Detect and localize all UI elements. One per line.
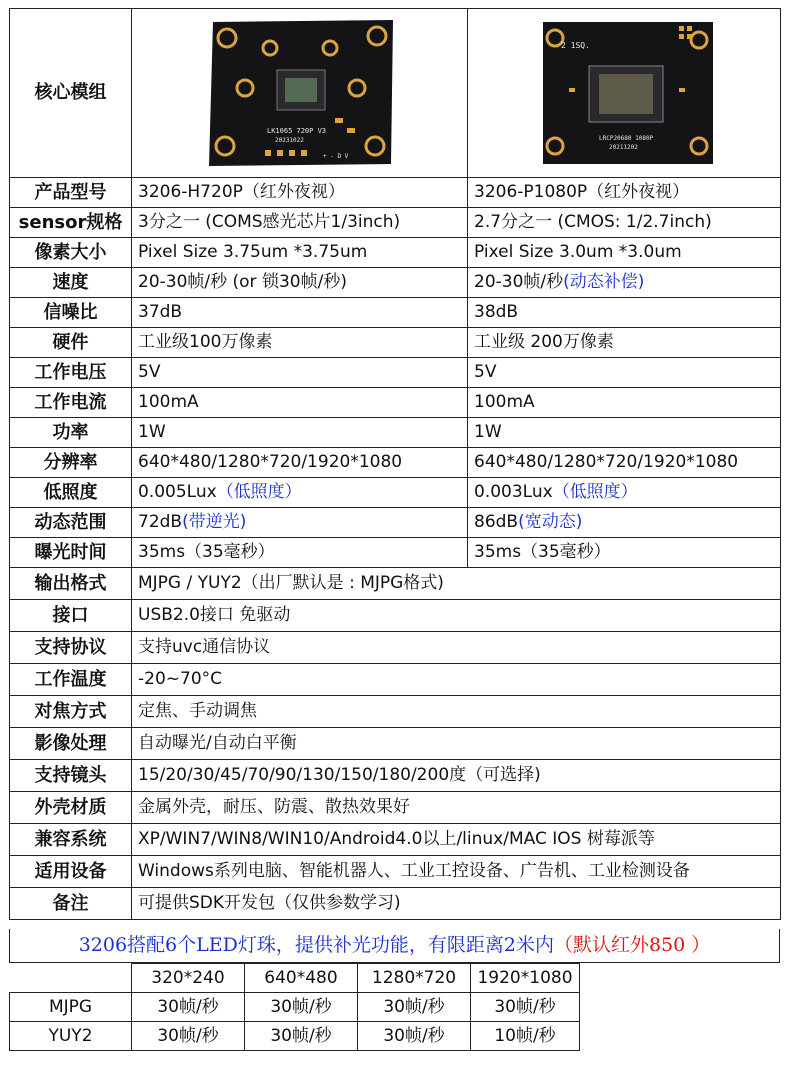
spec-label: 工作电流 [10,388,132,418]
board-1080p-cell [468,9,781,178]
spec-value-highlight: (宽动态) [518,512,583,532]
spec-value-1080p [468,178,781,208]
spec-row-wide [10,760,781,792]
spec-value-text: 35ms（35毫秒） [474,542,611,562]
spec-value-shared: 自动曝光/自动白平衡 [132,728,781,760]
spec-value-1080p [468,358,781,388]
spec-value-text: 5V [138,362,161,382]
spec-value-text: 72dB [138,512,183,532]
spec-label: sensor规格 [10,208,132,238]
spec-value-shared: USB2.0接口 免驱动 [132,600,781,632]
spec-row [10,298,781,328]
spec-value-shared: 金属外壳，耐压、防震、散热效果好 [132,792,781,824]
spec-value-720p [132,508,468,538]
spec-value-720p [132,418,468,448]
spec-label: 功率 [10,418,132,448]
spec-row [10,238,781,268]
core-module-label: 核心模组 [10,9,132,178]
spec-value-text: 3206-P1080P（红外夜视） [474,182,690,202]
spec-value-720p [132,178,468,208]
spec-value-shared: Windows系列电脑、智能机器人、工业工控设备、广告机、工业检测设备 [132,856,781,888]
spec-row [10,358,781,388]
spec-value-text: 35ms（35毫秒） [138,542,275,562]
spec-value-text: 640*480/1280*720/1920*1080 [474,452,739,472]
spec-label: 兼容系统 [10,824,132,856]
spec-value-1080p [468,298,781,328]
spec-label: 影像处理 [10,728,132,760]
spec-row [10,328,781,358]
spec-label: 外壳材质 [10,792,132,824]
pcb-1080p-date-text: 20211202 [609,144,638,151]
spec-row [10,268,781,298]
led-note-main: 3206搭配6个LED灯珠，提供补光功能，有限距离2米内 [78,934,554,956]
pcb-1080p-image [529,18,719,168]
spec-value-text: 5V [474,362,497,382]
spec-value-text: 20-30帧/秒 [474,272,564,292]
spec-label: 产品型号 [10,178,132,208]
spec-value-720p [132,328,468,358]
fps-resolution-header: 640*480 [245,964,358,993]
fps-value: 30帧/秒 [132,1022,245,1051]
board-720p-cell [132,9,468,178]
spec-value-highlight: (带逆光) [182,512,247,532]
spec-label: 对焦方式 [10,696,132,728]
fps-value: 30帧/秒 [471,993,580,1022]
fps-resolution-header: 1920*1080 [471,964,580,993]
spec-row [10,538,781,568]
spec-label: 输出格式 [10,568,132,600]
spec-value-text: 38dB [474,302,519,322]
fps-empty-cell [580,1022,781,1051]
fps-value: 30帧/秒 [358,993,471,1022]
fps-value: 10帧/秒 [471,1022,580,1051]
spec-value-1080p [468,478,781,508]
spec-value-text: 1W [474,422,502,442]
spec-row-wide [10,568,781,600]
fps-value: 30帧/秒 [358,1022,471,1051]
spec-value-text: Pixel Size 3.75um *3.75um [138,242,368,262]
spec-label: 硬件 [10,328,132,358]
spec-row [10,508,781,538]
spec-value-text: 3206-H720P（红外夜视） [138,182,345,202]
spec-value-720p [132,358,468,388]
spec-value-text: 2.7分之一 (CMOS: 1/2.7inch) [474,212,712,232]
led-note-default: （默认红外850 ） [553,934,711,956]
fps-table [9,963,781,1051]
spec-row [10,478,781,508]
spec-row-wide [10,664,781,696]
spec-value-1080p [468,538,781,568]
spec-row-wide [10,696,781,728]
fps-resolution-header: 1280*720 [358,964,471,993]
spec-value-720p [132,268,468,298]
spec-label: 接口 [10,600,132,632]
spec-row [10,388,781,418]
fps-corner-cell [10,964,132,993]
spec-label: 动态范围 [10,508,132,538]
led-note [9,929,780,963]
fps-header-row [10,964,781,993]
spec-value-text: 工业级 200万像素 [474,332,614,352]
spec-value-shared: -20~70°C [132,664,781,696]
fps-value: 30帧/秒 [245,1022,358,1051]
spec-value-text: 640*480/1280*720/1920*1080 [138,452,403,472]
spec-label: 信噪比 [10,298,132,328]
spec-row [10,418,781,448]
spec-value-highlight: （低照度） [216,482,302,502]
spec-value-1080p [468,238,781,268]
spec-value-text: 0.003Lux [474,482,553,502]
header-row [10,9,781,178]
spec-label: 像素大小 [10,238,132,268]
spec-label: 适用设备 [10,856,132,888]
spec-value-shared: 支持uvc通信协议 [132,632,781,664]
spec-row-wide [10,792,781,824]
spec-value-text: 3分之一 (COMS感光芯片1/3inch) [138,212,401,232]
fps-value: 30帧/秒 [132,993,245,1022]
spec-row-wide [10,824,781,856]
spec-label: 工作温度 [10,664,132,696]
spec-value-1080p [468,418,781,448]
spec-label: 曝光时间 [10,538,132,568]
spec-value-720p [132,238,468,268]
spec-value-720p [132,478,468,508]
spec-row-wide [10,600,781,632]
spec-row-wide [10,888,781,920]
spec-row [10,448,781,478]
fps-empty-cell [580,964,781,993]
spec-value-1080p [468,268,781,298]
spec-row-wide [10,856,781,888]
pcb-720p-pins-text: + - D V [322,153,348,160]
spec-value-text: 100mA [138,392,199,412]
spec-label: 工作电压 [10,358,132,388]
spec-value-shared: 15/20/30/45/70/90/130/150/180/200度（可选择) [132,760,781,792]
spec-value-720p [132,538,468,568]
spec-value-text: Pixel Size 3.0um *3.0um [474,242,682,262]
spec-value-text: 86dB [474,512,519,532]
spec-value-720p [132,448,468,478]
spec-value-shared: MJPG / YUY2（出厂默认是 : MJPG格式) [132,568,781,600]
spec-label: 低照度 [10,478,132,508]
spec-value-shared: XP/WIN7/WIN8/WIN10/Android4.0以上/linux/MAC IOS 树莓派等 [132,824,781,856]
spec-value-text: 100mA [474,392,535,412]
pcb-1080p-top-text: 2 1SQ. [561,41,590,50]
spec-row-wide [10,632,781,664]
spec-value-720p [132,208,468,238]
spec-value-720p [132,388,468,418]
spec-value-text: 20-30帧/秒 (or 锁30帧/秒) [138,272,347,292]
fps-row [10,993,781,1022]
pcb-720p-date-text: 20231022 [274,137,304,144]
spec-value-shared: 定焦、手动调焦 [132,696,781,728]
spec-value-text: 37dB [138,302,183,322]
fps-resolution-header: 320*240 [132,964,245,993]
spec-table [9,8,781,920]
pcb-1080p-model-text: LRCP20680 1080P [599,135,654,142]
spec-value-text: 工业级100万像素 [138,332,273,352]
spec-row [10,178,781,208]
spec-value-1080p [468,448,781,478]
spec-value-1080p [468,328,781,358]
pcb-720p-image [205,18,395,168]
spec-label: 速度 [10,268,132,298]
spec-value-shared: 可提供SDK开发包（仅供参数学习) [132,888,781,920]
fps-format-label: YUY2 [10,1022,132,1051]
spec-value-720p [132,298,468,328]
spec-value-text: 0.005Lux [138,482,217,502]
spec-label: 支持协议 [10,632,132,664]
spec-value-highlight: (动态补偿) [563,272,645,292]
spec-value-1080p [468,388,781,418]
spec-value-1080p [468,208,781,238]
spec-row [10,208,781,238]
spec-value-1080p [468,508,781,538]
fps-empty-cell [580,993,781,1022]
fps-format-label: MJPG [10,993,132,1022]
spec-label: 分辨率 [10,448,132,478]
fps-value: 30帧/秒 [245,993,358,1022]
spec-value-text: 1W [138,422,166,442]
spec-label: 备注 [10,888,132,920]
pcb-720p-model-text: LK1065 720P V3 [266,127,326,135]
spec-value-highlight: （低照度） [552,482,638,502]
spec-row-wide [10,728,781,760]
fps-row [10,1022,781,1051]
spec-label: 支持镜头 [10,760,132,792]
